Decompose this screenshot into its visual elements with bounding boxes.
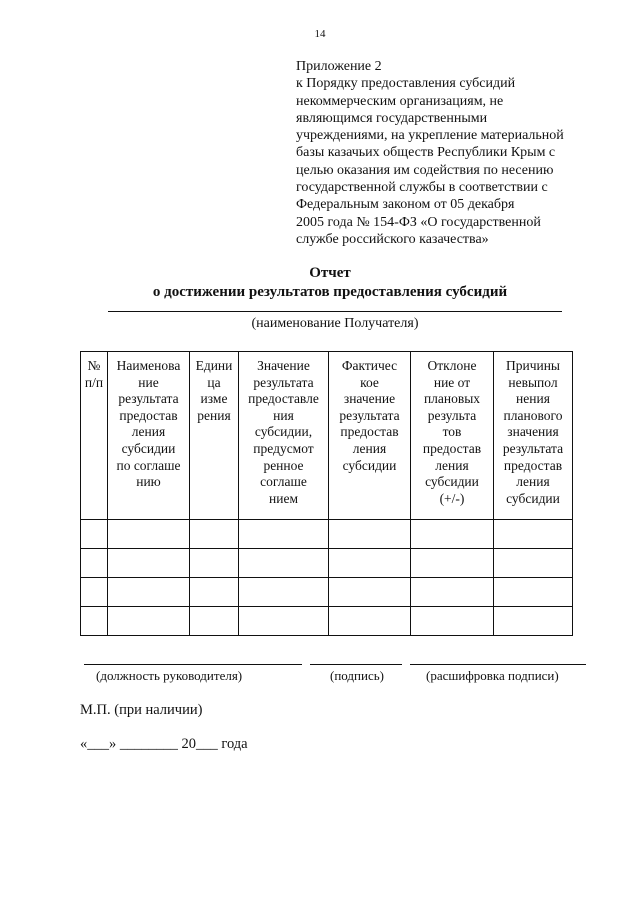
header-line: (+/-): [439, 490, 465, 506]
table-row: [81, 607, 573, 636]
table-cell[interactable]: [81, 607, 108, 636]
header-line: значения: [507, 424, 559, 440]
header-actual-value: [329, 352, 411, 520]
header-unit: [190, 352, 239, 520]
header-line: предостав: [422, 440, 482, 456]
position-caption: (должность руководителя): [96, 668, 243, 683]
appendix-line: 2005 года № 154-ФЗ «О государственной: [296, 214, 541, 230]
header-line: Фактичес: [341, 358, 398, 373]
header-line: нения: [516, 391, 550, 407]
table-cell[interactable]: [190, 520, 239, 549]
header-line: ние: [138, 374, 159, 390]
header-line: ния: [273, 407, 294, 423]
header-line: субсидии: [425, 474, 479, 490]
header-line: плановых: [423, 391, 481, 407]
table-cell[interactable]: [329, 607, 411, 636]
table-row: [81, 578, 573, 607]
signature-line[interactable]: [310, 664, 402, 665]
table-cell[interactable]: [411, 520, 494, 549]
table-cell[interactable]: [81, 520, 108, 549]
header-line: ца: [207, 374, 221, 390]
header-line: ренное: [263, 457, 304, 473]
appendix-line: базы казачьих обществ Республики Крым с: [296, 145, 556, 161]
table-cell[interactable]: [494, 607, 573, 636]
signature-caption: (подпись): [330, 668, 384, 683]
header-line: значение: [343, 391, 396, 407]
appendix-line: являющимся государственными: [296, 110, 488, 126]
table-cell[interactable]: [494, 520, 573, 549]
table-cell[interactable]: [108, 578, 190, 607]
signature-decoding-line[interactable]: [410, 664, 586, 665]
header-line: изме: [200, 391, 228, 407]
table-cell[interactable]: [81, 578, 108, 607]
recipient-caption: (наименование Получателя): [251, 316, 419, 331]
header-line: Едини: [195, 358, 233, 373]
table-cell[interactable]: [108, 520, 190, 549]
header-line: предостав: [340, 424, 399, 440]
header-line: результата: [118, 391, 179, 407]
header-line: тов: [442, 424, 462, 440]
header-line: Причины: [505, 358, 561, 373]
header-result-name: [108, 352, 190, 520]
table-row: [81, 520, 573, 549]
report-title-line1: Отчет: [309, 265, 351, 281]
page-number: 14: [314, 28, 326, 40]
header-line: планового: [503, 407, 563, 423]
table-cell[interactable]: [329, 520, 411, 549]
table-cell[interactable]: [329, 578, 411, 607]
table-cell[interactable]: [411, 607, 494, 636]
appendix-line: к Порядку предоставления субсидий: [296, 76, 516, 92]
appendix-line: некоммерческим организациям, не: [296, 93, 504, 109]
seal-note: М.П. (при наличии): [80, 702, 203, 718]
header-reasons: [494, 352, 573, 520]
table-cell[interactable]: [108, 607, 190, 636]
header-line: результата: [502, 440, 564, 456]
table-cell[interactable]: [108, 549, 190, 578]
recipient-name-line: [108, 311, 562, 312]
header-line: кое: [360, 374, 379, 390]
header-line: рения: [197, 407, 231, 423]
header-number: [81, 352, 108, 520]
header-line: предостав: [119, 407, 178, 423]
header-line: субсидии,: [254, 424, 313, 440]
header-line: п/п: [84, 374, 104, 390]
report-title: [0, 264, 640, 302]
position-signature-line[interactable]: [84, 664, 302, 665]
header-line: по соглаше: [116, 457, 181, 473]
table-cell[interactable]: [411, 578, 494, 607]
appendix-line: государственной службы в соответствии с: [296, 180, 548, 196]
appendix-line: Федеральным законом от 05 декабря: [296, 197, 515, 213]
table-cell[interactable]: [494, 578, 573, 607]
header-line: субсидии: [342, 457, 397, 473]
table-cell[interactable]: [81, 549, 108, 578]
appendix-line: Приложение 2: [296, 59, 382, 74]
header-line: нию: [136, 474, 161, 490]
header-line: результата: [339, 407, 400, 423]
date-line: «___» ________ 20___ года: [80, 736, 248, 752]
appendix-line: учреждениями, на укрепление материальной: [296, 128, 564, 144]
header-line: предоставле: [248, 391, 319, 407]
header-line: ления: [131, 424, 166, 440]
appendix-line: целью оказания им содействия по несению: [296, 162, 554, 178]
table-cell[interactable]: [494, 549, 573, 578]
header-line: Наименова: [116, 358, 181, 373]
header-planned-value: [239, 352, 329, 520]
table-cell[interactable]: [190, 578, 239, 607]
decoding-caption: (расшифровка подписи): [426, 668, 559, 683]
header-line: результа: [427, 407, 477, 423]
report-title-line2: о достижении результатов предоставления субсидий: [152, 284, 508, 300]
header-deviation: [411, 352, 494, 520]
appendix-line: службе российского казачества»: [296, 231, 489, 247]
table-cell[interactable]: [239, 549, 329, 578]
header-line: №: [87, 358, 101, 373]
header-line: ние от: [433, 374, 471, 390]
header-line: субсидии: [121, 440, 176, 456]
header-line: Значение: [257, 358, 310, 373]
header-line: предусмот: [253, 440, 314, 456]
table-cell[interactable]: [239, 520, 329, 549]
header-line: субсидии: [506, 490, 560, 506]
table-row: [81, 549, 573, 578]
table-cell[interactable]: [190, 549, 239, 578]
header-line: ления: [435, 457, 469, 473]
header-line: предостав: [503, 457, 563, 473]
table-cell[interactable]: [411, 549, 494, 578]
header-line: соглаше: [260, 474, 307, 490]
table-cell[interactable]: [329, 549, 411, 578]
header-line: ления: [352, 440, 387, 456]
header-line: невыпол: [508, 374, 558, 390]
report-table: [80, 351, 573, 636]
header-line: нием: [269, 490, 298, 506]
table-header-row: [81, 352, 573, 520]
header-line: Отклоне: [427, 358, 477, 373]
header-line: результата: [253, 374, 314, 390]
table-cell[interactable]: [239, 578, 329, 607]
appendix-header: [296, 58, 616, 248]
table-cell[interactable]: [239, 607, 329, 636]
header-line: ления: [516, 474, 550, 490]
table-cell[interactable]: [190, 607, 239, 636]
